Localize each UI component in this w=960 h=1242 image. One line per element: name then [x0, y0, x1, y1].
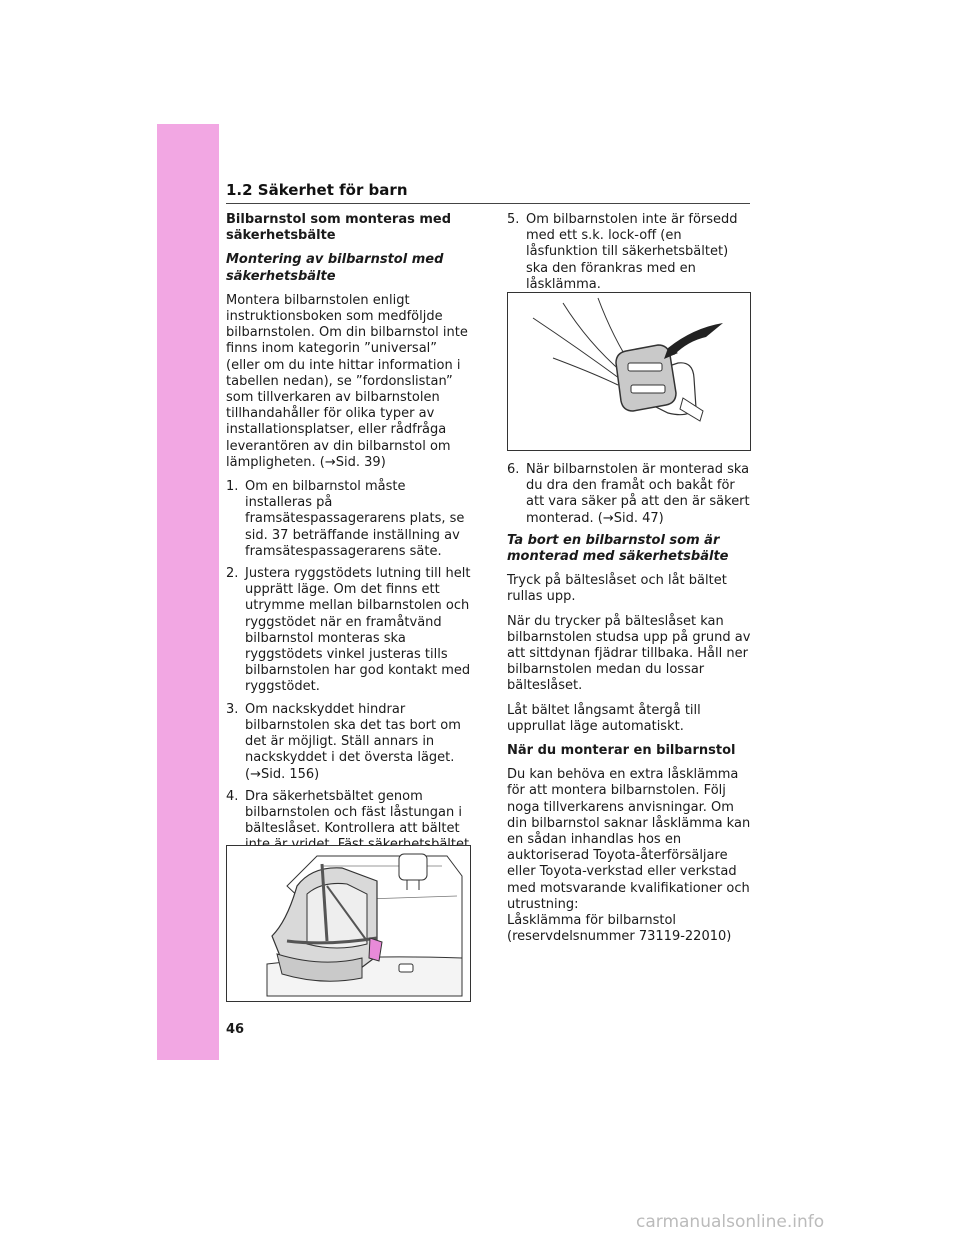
section-heading: Bilbarnstol som monteras med säkerhetsbälte	[226, 212, 452, 244]
remove-paragraph-2: När du trycker på bälteslåset kan bilbarnstolen studsa upp på grund av att sittdynan fjädrar tillbaka. Håll ner bilbarnstolen medan du lossar bälteslåset.	[507, 613, 751, 694]
step-item	[226, 479, 472, 560]
remove-paragraph-3: Låt bältet långsamt återgå till upprullat läge automatiskt.	[507, 702, 701, 734]
steps-list-continued	[507, 212, 751, 293]
locking-clip-drawing	[508, 293, 750, 450]
remove-heading: Ta bort en bilbarnstol som är monterad med säkerhetsbälte	[507, 532, 729, 565]
step-number: 4.	[226, 788, 239, 804]
step-number: 5.	[507, 212, 520, 227]
intro-paragraph: Montera bilbarnstolen enligt instruktionsboken som medföljde bilbarnstolen. Om din bilbarnstol inte finns inom kategorin ”universal” (eller om du inte hittar information i tabellen nedan), se ”fordonslistan” som tillverkaren av bilbarnstolen tillhandahåller för olika typer av installationsplatser, eller rådfråga leverantören av din bilbarnstol om lämpligheten. (→Sid. 39)	[226, 292, 468, 470]
step-item	[507, 462, 751, 527]
steps-list	[226, 479, 472, 902]
step-number: 2.	[226, 566, 239, 582]
part-name: Låsklämma för bilbarnstol	[507, 913, 677, 929]
left-column	[226, 212, 472, 908]
watermark: carmanualsonline.info	[636, 1212, 825, 1232]
step-text: Justera ryggstödets lutning till helt upprätt läge. Om det finns ett utrymme mellan bilbarnstolen och ryggstödet när en framåtvänd bilbarnstol monteras ska ryggstödets vinkel justeras tills bilbarnstolen har god kontakt med ryggstödet.	[245, 566, 471, 695]
chapter-tab	[157, 124, 219, 1060]
step-number: 3.	[226, 701, 239, 717]
steps-list-continued-2	[507, 462, 751, 527]
child-seat-illustration	[226, 845, 471, 1002]
step-text: Om bilbarnstolen inte är försedd med ett s.k. lock-off (en låsfunktion till säkerhetsbältet) ska den förankras med en låsklämma.	[526, 212, 738, 292]
step-number: 1.	[226, 479, 239, 495]
page-number: 46	[226, 1022, 245, 1037]
sub-heading: Montering av bilbarnstol med säkerhetsbälte	[226, 252, 444, 284]
step-text: Dra säkerhetsbältet genom bilbarnstolen och fäst låstungan i bälteslåset. Kontrollera att bältet	[245, 788, 463, 837]
mount-paragraph: Du kan behöva en extra låsklämma för att montera bilbarnstolen. Följ noga tillverkarens anvisningar. Om din bilbarnstol saknar låsklämma kan en sådan inhandlas hos en auktoriserad Toyota-återförsäljare eller Toyota-verkstad eller verkstad med motsvarande kvalifikationer och utrustning:	[507, 767, 751, 912]
part-number: (reservdelsnummer 73119-22010)	[507, 929, 732, 945]
remove-paragraph-1: Tryck på bälteslåset och låt bältet rullas upp.	[507, 573, 727, 605]
step-text: Om en bilbarnstol måste installeras på framsätespassagerarens plats, se sid. 37 beträffande inställning av framsätespassagerarens säte.	[245, 479, 465, 559]
step-text: Om nackskyddet hindrar bilbarnstolen ska det tas bort om det är möjligt. Ställ annars in nackskyddet i det översta läget. (→Sid. 156)	[245, 701, 461, 782]
step-text: När bilbarnstolen är monterad ska du dra den framåt och bakåt för att vara säker på att den är säkert monterad. (→Sid. 47)	[526, 462, 750, 526]
section-header: 1.2 Säkerhet för barn	[226, 181, 750, 204]
locking-clip-illustration	[507, 292, 751, 451]
step-item	[507, 212, 751, 293]
step-item	[226, 702, 472, 783]
step-number: 6.	[507, 462, 520, 478]
mount-heading: När du monterar en bilbarnstol	[507, 743, 736, 759]
child-seat-drawing	[227, 846, 470, 1001]
step-item	[226, 566, 472, 696]
